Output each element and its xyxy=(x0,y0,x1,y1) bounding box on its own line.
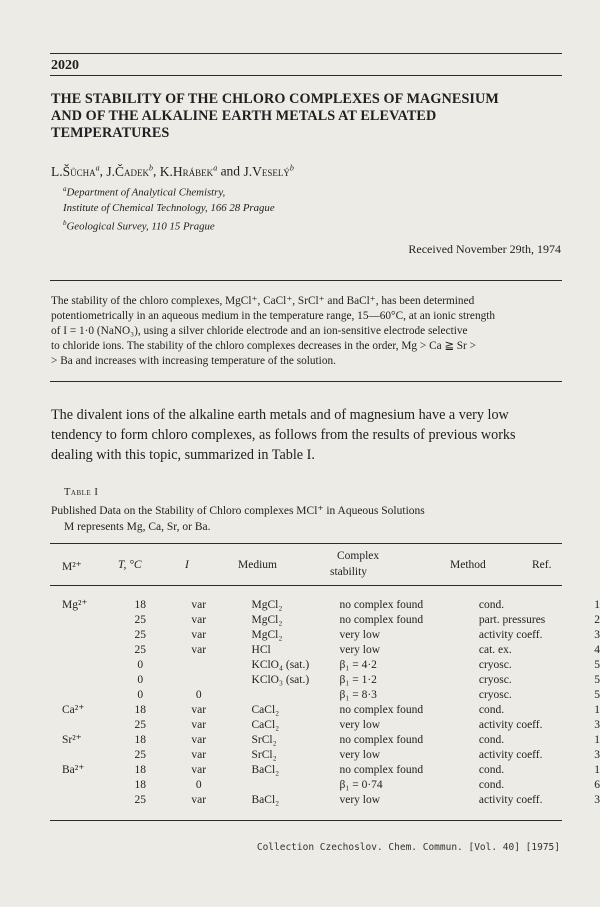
affiliation-b xyxy=(63,216,275,235)
cell-ionic-strength: var xyxy=(191,719,207,731)
cell-temperature: 0 xyxy=(137,659,144,671)
cell-stability: β₁ = 4·2 xyxy=(339,659,377,671)
cell-ionic-strength: var xyxy=(191,614,207,626)
table-caption-line: Published Data on the Stability of Chloro complexes MCl⁺ in Aqueous Solutions xyxy=(51,505,425,517)
cell-ion xyxy=(50,673,121,688)
col-header-medium: Medium xyxy=(238,559,277,571)
author-affiliation-mark: b xyxy=(289,163,294,172)
cell-ref: 3 xyxy=(594,719,600,731)
cell-ion: Mg²⁺ xyxy=(62,599,88,611)
cell-ionic-strength xyxy=(160,673,238,688)
cell-ionic-strength: var xyxy=(191,794,207,806)
cell-ref: 3 xyxy=(594,629,600,641)
affiliation-line: Geological Survey, 110 15 Prague xyxy=(66,220,215,233)
col-header-stability-1: Complex xyxy=(337,550,380,562)
cell-ion xyxy=(50,748,121,763)
cell-method: cond. xyxy=(478,764,505,776)
cell-ref: 4 xyxy=(594,644,600,656)
abstract-line: > Ba and increases with increasing temperature of the solution. xyxy=(51,355,336,367)
cell-temperature: 25 xyxy=(134,614,146,626)
table-row xyxy=(50,658,600,673)
cell-temperature: 18 xyxy=(134,734,146,746)
cell-method: cond. xyxy=(478,599,505,611)
table-row xyxy=(50,703,600,718)
author-list xyxy=(51,163,294,180)
table-label: Table I xyxy=(64,487,99,498)
cell-method: cryosc. xyxy=(478,659,512,671)
cell-ionic-strength: var xyxy=(191,749,207,761)
cell-medium: CaCl₂ xyxy=(251,704,280,716)
abstract-top-rule xyxy=(50,280,562,281)
cell-ion xyxy=(50,718,121,733)
abstract-line: The stability of the chloro complexes, MgCl⁺, CaCl⁺, SrCl⁺ and BaCl⁺, has been determined xyxy=(51,295,475,307)
cell-medium: BaCl₂ xyxy=(251,794,280,806)
cell-ref: 5 xyxy=(594,659,600,671)
affiliation-label: b xyxy=(63,218,67,227)
cell-medium: KClO₄ (sat.) xyxy=(251,659,310,671)
cell-medium: MgCl₂ xyxy=(251,629,283,641)
table-row xyxy=(50,778,600,793)
cell-ionic-strength xyxy=(160,658,238,673)
cell-stability: very low xyxy=(339,719,381,731)
cell-temperature: 25 xyxy=(134,629,146,641)
cell-method: activity coeff. xyxy=(478,719,543,731)
cell-ionic-strength: var xyxy=(191,764,207,776)
affiliation-line: Institute of Chemical Technology, 166 28 Prague xyxy=(63,201,275,214)
cell-ion: Sr²⁺ xyxy=(62,734,82,746)
author-initial: J. xyxy=(106,163,116,179)
cell-medium xyxy=(238,688,340,703)
cell-method: part. pressures xyxy=(478,614,546,626)
author-initial: L. xyxy=(51,163,63,179)
received-date: Received November 29th, 1974 xyxy=(408,242,561,256)
cell-ionic-strength: var xyxy=(191,704,207,716)
author-separator: , xyxy=(99,163,107,179)
cell-ion xyxy=(50,778,121,793)
cell-stability: no complex found xyxy=(339,704,424,716)
intro-line: tendency to form chloro complexes, as follows from the results of previous works xyxy=(51,427,516,443)
author-separator: , xyxy=(153,163,160,179)
author xyxy=(160,164,217,179)
col-header-temp: T, °C xyxy=(118,559,142,571)
affiliations xyxy=(63,182,275,234)
affiliation-a xyxy=(63,182,275,201)
cell-stability: very low xyxy=(339,794,381,806)
author xyxy=(243,164,293,179)
cell-medium: HCl xyxy=(251,644,271,656)
cell-medium: BaCl₂ xyxy=(251,764,280,776)
abstract-line: of I = 1·0 (NaNO₃), using a silver chloride electrode and an ion-sensitive electrode selective xyxy=(51,325,468,337)
author-initial: K. xyxy=(159,163,173,179)
table-row xyxy=(50,613,600,628)
cell-temperature: 18 xyxy=(134,764,146,776)
abstract-line: potentiometrically in an aqueous medium in the temperature range, 15—60°C, at an ionic strength xyxy=(51,310,496,322)
table-caption-line: M represents Mg, Ca, Sr, or Ba. xyxy=(64,521,211,533)
affiliation-label: a xyxy=(63,185,67,193)
author-separator: and xyxy=(217,163,244,179)
table-row xyxy=(50,598,600,613)
cell-ref: 5 xyxy=(594,689,600,701)
col-header-ion: M²⁺ xyxy=(62,561,82,573)
cell-ionic-strength: var xyxy=(191,734,207,746)
table-row xyxy=(50,763,600,778)
cell-method: activity coeff. xyxy=(478,629,543,641)
cell-temperature: 18 xyxy=(134,704,146,716)
abstract-line: to chloride ions. The stability of the chloro complexes decreases in the order, Mg > Ca ≧ Sr > xyxy=(51,340,476,352)
title-line: TEMPERATURES xyxy=(51,125,170,141)
author-affiliation-mark: b xyxy=(149,163,154,172)
cell-medium xyxy=(238,778,340,793)
cell-ref: 5 xyxy=(594,674,600,686)
cell-method: cond. xyxy=(478,779,505,791)
table-row xyxy=(50,718,600,733)
table-row xyxy=(50,628,600,643)
cell-ion: Ba²⁺ xyxy=(62,764,85,776)
author-name: Veselý xyxy=(252,163,290,179)
cell-temperature: 0 xyxy=(137,674,144,686)
cell-ion xyxy=(50,613,121,628)
cell-ionic-strength: 0 xyxy=(195,779,202,791)
cell-ionic-strength: 0 xyxy=(195,689,202,701)
cell-medium: SrCl₂ xyxy=(251,734,277,746)
table-top-rule xyxy=(50,543,562,544)
cell-temperature: 0 xyxy=(137,689,144,701)
cell-ref: 1 xyxy=(594,599,600,611)
cell-temperature: 25 xyxy=(134,749,146,761)
author-affiliation-mark: a xyxy=(95,163,100,172)
cell-ionic-strength: var xyxy=(191,644,207,656)
cell-stability: β₁ = 0·74 xyxy=(339,779,383,791)
article-title xyxy=(51,91,561,142)
cell-ion xyxy=(50,628,121,643)
cell-medium: CaCl₂ xyxy=(251,719,280,731)
author-affiliation-mark: a xyxy=(213,163,218,172)
table-row xyxy=(50,688,600,703)
abstract xyxy=(51,294,562,369)
cell-method: cryosc. xyxy=(478,674,512,686)
author-name: Čadek xyxy=(115,163,150,179)
author xyxy=(51,164,100,179)
cell-temperature: 25 xyxy=(134,794,146,806)
cell-method: cond. xyxy=(478,734,505,746)
cell-method: activity coeff. xyxy=(478,749,543,761)
cell-stability: no complex found xyxy=(339,599,424,611)
table-row xyxy=(50,673,600,688)
title-line: AND OF THE ALKALINE EARTH METALS AT ELEVATED xyxy=(51,108,437,124)
cell-ref: 3 xyxy=(594,749,600,761)
table-caption xyxy=(51,503,425,535)
table-row xyxy=(50,793,600,808)
cell-method: cond. xyxy=(478,704,505,716)
author-name: Šůcha xyxy=(62,163,96,179)
cell-stability: no complex found xyxy=(339,614,424,626)
cell-ionic-strength: var xyxy=(191,629,207,641)
author-name: Hrábek xyxy=(172,163,214,179)
col-header-ref: Ref. xyxy=(532,559,552,571)
cell-method: cat. ex. xyxy=(478,644,512,656)
cell-medium: MgCl₂ xyxy=(251,614,283,626)
cell-medium: SrCl₂ xyxy=(251,749,277,761)
header-rule xyxy=(50,75,562,76)
cell-ion xyxy=(50,688,121,703)
top-rule xyxy=(50,53,562,54)
page-number: 2020 xyxy=(51,58,79,73)
cell-stability: β₁ = 1·2 xyxy=(339,674,377,686)
col-header-method: Method xyxy=(450,559,486,571)
cell-ref: 2 xyxy=(594,614,600,626)
table-bottom-rule xyxy=(50,820,562,821)
cell-temperature: 18 xyxy=(134,599,146,611)
cell-ref: 3 xyxy=(594,794,600,806)
cell-ion xyxy=(50,793,121,808)
col-header-ionic-strength: I xyxy=(185,559,189,571)
journal-footer: Collection Czechoslov. Chem. Commun. [Vol. 40] [1975] xyxy=(256,842,560,853)
cell-method: activity coeff. xyxy=(478,794,543,806)
cell-ion xyxy=(50,643,121,658)
cell-stability: very low xyxy=(339,644,381,656)
cell-temperature: 25 xyxy=(134,644,146,656)
cell-medium: KClO₃ (sat.) xyxy=(251,674,310,686)
cell-stability: very low xyxy=(339,749,381,761)
cell-ref: 1 xyxy=(594,734,600,746)
cell-stability: β₁ = 8·3 xyxy=(339,689,377,701)
title-line: THE STABILITY OF THE CHLORO COMPLEXES OF MAGNESIUM xyxy=(51,91,499,107)
table-row xyxy=(50,643,600,658)
cell-ref: 1 xyxy=(594,704,600,716)
cell-stability: very low xyxy=(339,629,381,641)
cell-temperature: 25 xyxy=(134,719,146,731)
table-row xyxy=(50,748,600,763)
cell-ionic-strength: var xyxy=(191,599,207,611)
intro-line: The divalent ions of the alkaline earth metals and of magnesium have a very low xyxy=(51,407,509,423)
author xyxy=(106,164,153,179)
cell-stability: no complex found xyxy=(339,764,424,776)
table-row xyxy=(50,733,600,748)
cell-stability: no complex found xyxy=(339,734,424,746)
cell-method: cryosc. xyxy=(478,689,512,701)
author-initial: J. xyxy=(243,163,253,179)
cell-ion xyxy=(50,658,121,673)
cell-medium: MgCl₂ xyxy=(251,599,283,611)
affiliation-line: Department of Analytical Chemistry, xyxy=(66,186,226,199)
cell-ref: 1 xyxy=(594,764,600,776)
abstract-bottom-rule xyxy=(50,381,562,382)
cell-temperature: 18 xyxy=(134,779,146,791)
intro-line: dealing with this topic, summarized in Table I. xyxy=(51,447,315,463)
cell-ion: Ca²⁺ xyxy=(62,704,85,716)
intro-paragraph xyxy=(51,405,562,465)
col-header-stability-2: stability xyxy=(330,566,368,578)
data-table xyxy=(50,598,600,808)
table-header-rule xyxy=(50,585,562,586)
cell-ref: 6 xyxy=(594,779,600,791)
